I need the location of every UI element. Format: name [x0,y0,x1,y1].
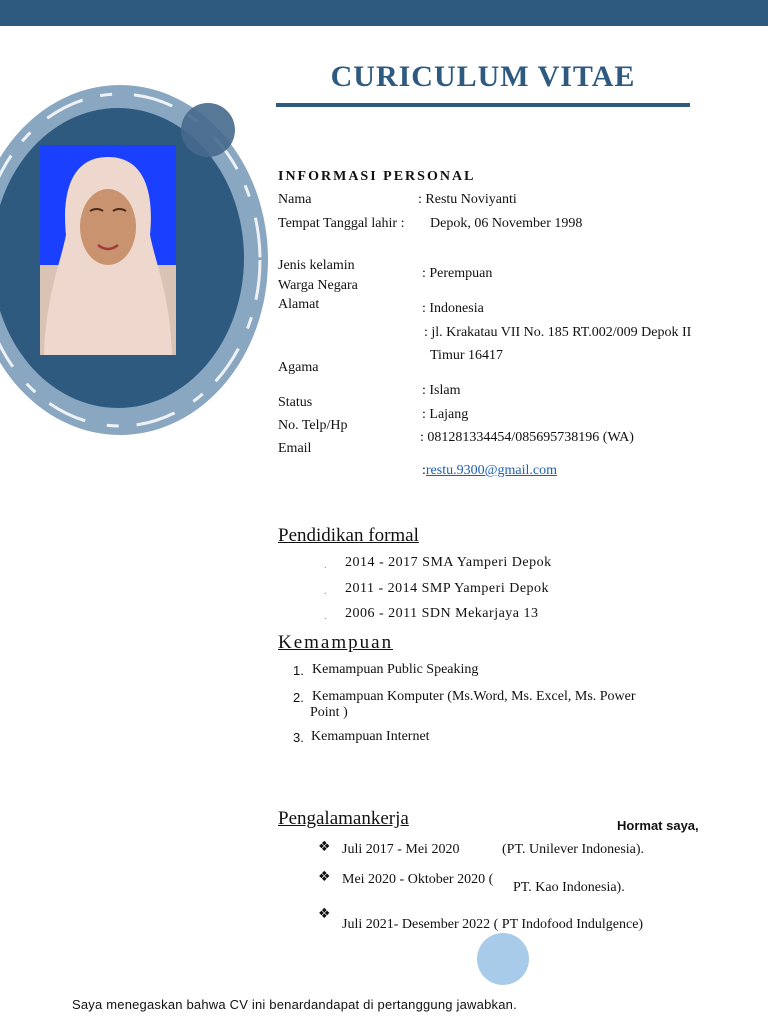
bullet-dot: . [324,586,327,597]
label-agama: Agama [278,360,319,375]
work-period: Mei 2020 - Oktober 2020 ( [342,872,494,887]
education-item: 2006 - 2011 SDN Mekarjaya 13 [345,606,539,621]
value-telp: : 081281334454/085695738196 (WA) [420,430,634,445]
skill-number: 3. [293,730,304,745]
email-link[interactable]: restu.9300@gmail.com [425,463,557,478]
value-alamat-line2: Timur 16417 [430,348,504,363]
page-title: CURICULUM VITAE [330,60,636,93]
label-status: Status [278,395,313,410]
education-item: 2011 - 2014 SMP Yamperi Depok [345,581,550,596]
work-period: Juli 2017 - Mei 2020 [342,842,460,857]
value-status: : Lajang [422,407,469,422]
footer-statement: Saya menegaskan bahwa CV ini benardandapat di pertanggung jawabkan. [72,997,517,1012]
label-jenis-kelamin: Jenis kelamin [278,258,355,273]
label-email: Email [278,441,312,456]
top-banner [0,0,768,26]
profile-photo [40,145,176,355]
work-company: PT. Kao Indonesia). [513,880,625,895]
skills-heading: Kemampuan [278,632,394,653]
education-heading: Pendidikan formal [278,525,419,546]
value-email [422,463,557,479]
value-warga-negara: : Indonesia [422,301,484,316]
bullet-dot: . [324,611,327,622]
diamond-bullet-icon: ❖ [318,906,331,922]
value-ttl: Depok, 06 November 1998 [430,216,583,231]
personal-info-heading: INFORMASI PERSONAL [278,169,476,184]
signature-label: Hormat saya, [617,818,699,833]
label-alamat: Alamat [278,297,320,312]
value-jenis-kelamin: : Perempuan [422,266,493,281]
diamond-bullet-icon: ❖ [318,869,331,885]
value-agama: : Islam [422,383,461,398]
value-alamat-line1: : jl. Krakatau VII No. 185 RT.002/009 Depok II [424,325,692,340]
email-prefix: : [422,463,426,478]
label-nama: Nama [278,192,312,207]
work-heading: Pengalamankerja [278,808,409,829]
signature-circle [476,932,530,986]
skill-number: 1. [293,663,304,678]
label-warga-negara: Warga Negara [278,278,358,293]
education-item: 2014 - 2017 SMA Yamperi Depok [345,555,552,570]
skill-number: 2. [293,690,304,705]
value-nama: : Restu Noviyanti [418,192,517,207]
label-ttl: Tempat Tanggal lahir : [278,216,405,231]
work-period: Juli 2021- Desember 2022 ( PT Indofood Indulgence) [342,917,644,932]
skill-item: Kemampuan Internet [311,729,430,744]
skill-item: Kemampuan Public Speaking [312,662,479,677]
small-accent-circle [181,103,235,157]
diamond-bullet-icon: ❖ [318,839,331,855]
skill-item-continued: Point ) [310,705,348,720]
title-underline [276,103,690,107]
label-telp: No. Telp/Hp [278,418,348,433]
skill-item: Kemampuan Komputer (Ms.Word, Ms. Excel, Ms. Power [312,689,636,704]
work-company: (PT. Unilever Indonesia). [502,842,645,857]
face-shape [80,189,136,265]
bullet-dot: . [324,560,327,571]
